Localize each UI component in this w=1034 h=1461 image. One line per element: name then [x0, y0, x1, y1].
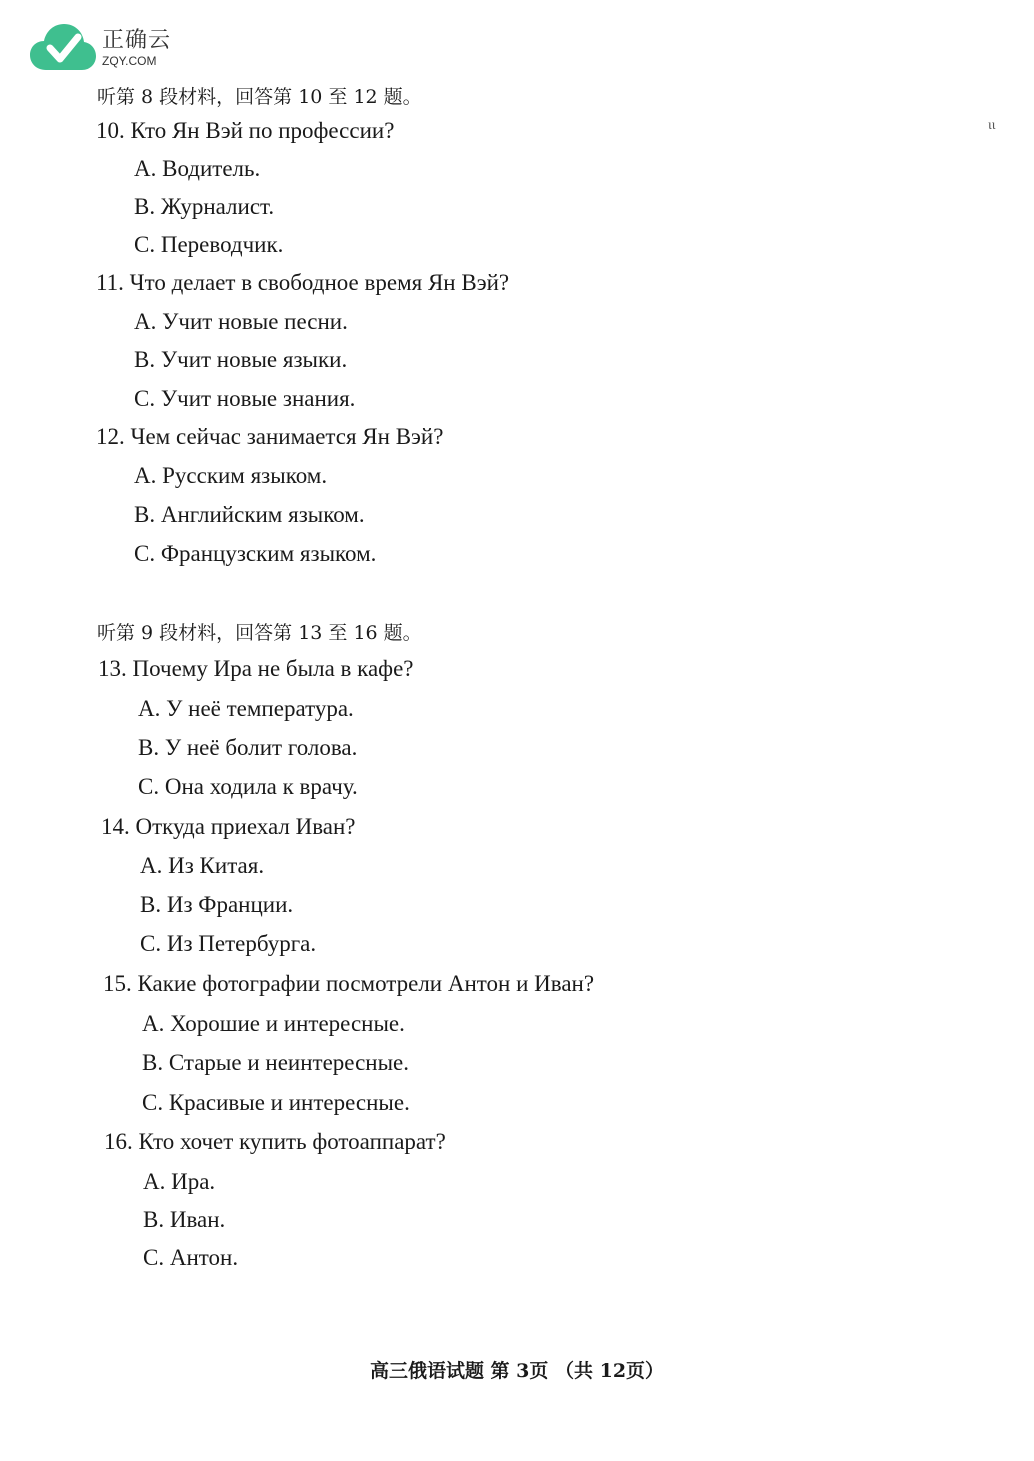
option-b: B. Английским языком.: [134, 502, 365, 527]
option-b: B. Журналист.: [134, 194, 275, 219]
option-c: C. Из Петербурга.: [140, 931, 317, 956]
option-a: A. Ира.: [143, 1169, 216, 1194]
option-c: C. Красивые и интересные.: [142, 1090, 410, 1115]
option-a: A. Русским языком.: [134, 463, 328, 488]
option-c: C. Французским языком.: [134, 541, 377, 566]
question-14: 14. Откуда приехал Иван?: [101, 814, 356, 839]
logo-brand-cn: 正确云: [102, 27, 172, 53]
corner-mark: ιι: [988, 118, 996, 133]
option-c: C. Переводчик.: [134, 232, 284, 257]
page-footer: 高三俄语试题 第 3页 （共 12页）: [369, 1360, 665, 1382]
question-16: 16. Кто хочет купить фотоаппарат?: [104, 1129, 446, 1154]
logo-brand-en: ZQY.COM: [102, 53, 157, 68]
question-11: 11. Что делает в свободное время Ян Вэй?: [96, 270, 510, 295]
zqy-logo: [30, 24, 171, 72]
option-b: B. Старые и неинтересные.: [142, 1050, 409, 1075]
option-a: A. Хорошие и интересные.: [142, 1011, 405, 1036]
option-b: B. У неё болит голова.: [138, 735, 358, 760]
option-a: A. Из Китая.: [140, 853, 265, 878]
section-header: 听第 9 段材料，回答第 13 至 16 题。: [97, 622, 422, 644]
cloud-check-icon: [30, 24, 96, 72]
section-header: 听第 8 段材料，回答第 10 至 12 题。: [97, 86, 422, 108]
option-a: A. У неё температура.: [138, 696, 354, 721]
question-13: 13. Почему Ира не была в кафе?: [98, 656, 414, 681]
option-b: B. Иван.: [143, 1207, 226, 1232]
option-b: B. Из Франции.: [140, 892, 294, 917]
question-15: 15. Какие фотографии посмотрели Антон и Иван?: [103, 971, 595, 996]
option-b: B. Учит новые языки.: [134, 347, 348, 372]
option-c: C. Она ходила к врачу.: [138, 774, 358, 799]
option-c: C. Учит новые знания.: [134, 386, 356, 411]
option-c: C. Антон.: [143, 1245, 239, 1270]
question-10: 10. Кто Ян Вэй по профессии?: [96, 118, 395, 143]
option-a: A. Водитель.: [134, 156, 261, 181]
question-12: 12. Чем сейчас занимается Ян Вэй?: [96, 424, 444, 449]
option-a: A. Учит новые песни.: [134, 309, 348, 334]
